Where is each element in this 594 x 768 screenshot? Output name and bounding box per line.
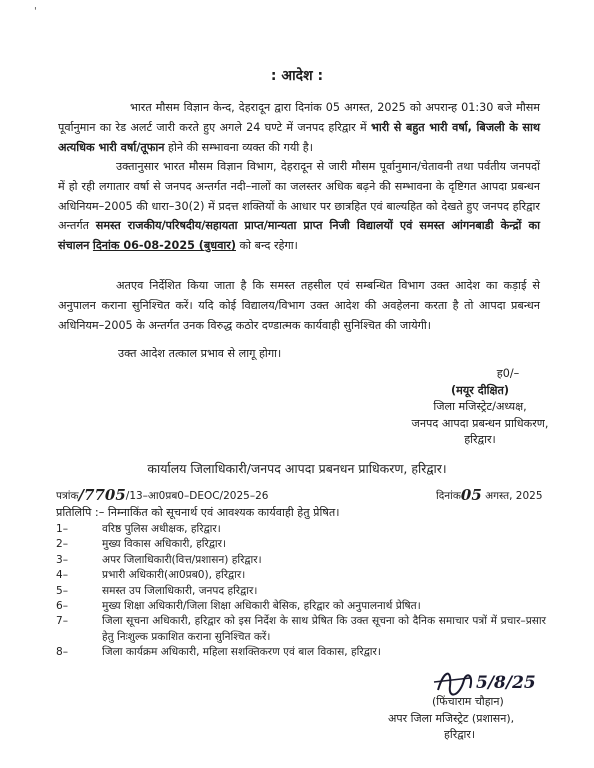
list-item-text: प्रभारी अधिकारी(आ0प्रब0), हरिद्वार। (102, 569, 246, 582)
paragraph-3 (58, 276, 540, 335)
p2-bold-text: समस्त राजकीय/परिषदीय/सहायता प्राप्त/मान्यता प्राप्त निजी विद्यालयों एवं समस्त आंगनबाडी केन्द्रों का संचालन (58, 219, 540, 253)
list-item (56, 522, 546, 537)
copy-to-line: प्रतिलिपि :– निम्नाकिंत को सूचनार्थ एवं आवश्यक कार्यवाही हेतु प्रेषित। (56, 506, 340, 519)
signatory-name: (मयूर दीक्षित) (450, 383, 509, 397)
list-item (56, 599, 546, 614)
list-item-number: 3– (56, 553, 69, 566)
list-item-number: 2– (56, 538, 69, 551)
paragraph-4: उक्त आदेश तत्काल प्रभाव से लागू होगा। (118, 347, 282, 360)
p2-date-text: दिनांक 06-08-2025 (बुधवार) (92, 239, 236, 253)
list-item-number: 8– (56, 646, 69, 659)
list-item (56, 584, 546, 599)
list-item-text: जिला सूचना अधिकारी, हरिद्वार को इस निर्देश के साथ प्रेषित कि उक्त सूचना को दैनिक समाचार पत्रों में प्रचार–प्रसार हेतु निःशुल्क प्रकाशित कराना सुनिश्चित करें। (102, 615, 546, 643)
signature-block-dm (382, 366, 578, 449)
list-item-text: जिला कार्यक्रम अधिकारी, महिला सशक्तिकरण एवं बाल विकास, हरिद्वार। (102, 646, 381, 659)
list-item (56, 568, 546, 583)
paragraph-2 (58, 157, 540, 256)
list-item (56, 553, 546, 568)
p2-text: उक्तानुसार भारत मौसम विज्ञान विभाग, देहरादून से जारी मौसम पूर्वानुमान/चेतावनी तथा पर्वतीय जनपदों में हो रही लगातार वर्षा से जनपद अन्तर्गत नदी–नालों का जलस्तर अधिक बढ़ने की सम्भावना के दृष्टिगत आपदा प्रबन्धन अधिनियम–2005 की धारा–30(2) में प्रदत्त शक्तियों के आधार पर छात्रहित एवं बाल्यहित को देखते हुए जनपद हरिद्वार अन्तर्गत (58, 160, 540, 233)
signatory-place: हरिद्वार। (464, 433, 496, 446)
reference-number (56, 486, 268, 504)
date-handwritten: 05 (460, 486, 482, 504)
list-item-text: वरिष्ठ पुलिस अधीक्षक, हरिद्वार। (102, 523, 221, 535)
p1-text: भारत मौसम विज्ञान केन्द, देहरादून द्वारा दिनांक 05 अगस्त, 2025 को अपरान्ह 01:30 बजे मौसम पूर्वानुमान का रेड अलर्ट जारी करते हुए अगले 24 घण्टे में जनपद हरिद्वार में (58, 101, 540, 134)
adm-place: हरिद्वार। (444, 728, 476, 741)
p2-end-text: को बन्द रहेगा। (236, 239, 298, 253)
signed-mark: ह0/– (496, 367, 520, 380)
patrank-handwritten: /7705 (78, 486, 126, 504)
signature-block-adm (388, 694, 588, 744)
date-rest: अगस्त, 2025 (481, 490, 543, 502)
date-label: दिनांक (436, 490, 461, 502)
adm-name: (फिंचाराम चौहान) (432, 695, 504, 708)
list-item-number: 7– (56, 615, 69, 628)
list-item (56, 537, 546, 552)
list-item-text: अपर जिलाधिकारी(वित्त/प्रशासन) हरिद्वार। (102, 553, 262, 566)
p1-bold-text: भारी से बहुत भारी वर्षा, बिजली के साथ अत्यधिक भारी वर्षा/तूफान (58, 120, 541, 154)
list-item (56, 614, 546, 645)
order-heading: : आदेश : (270, 68, 324, 84)
list-item-number: 4– (56, 569, 69, 582)
list-item (56, 645, 546, 660)
recipient-list (56, 522, 546, 661)
signatory-designation-1: जिला मजिस्ट्रेट/अध्यक्ष, (433, 400, 527, 413)
paragraph-1 (58, 98, 540, 157)
list-item-text: मुख्य शिक्षा अधिकारी/जिला शिक्षा अधिकारी बेसिक, हरिद्वार को अनुपालनार्थ प्रेषित। (102, 600, 421, 613)
adm-designation: अपर जिला मजिस्ट्रेट (प्रशासन), (388, 711, 515, 725)
signatory-designation-2: जनपद आपदा प्रबन्धन प्राधिकरण, (411, 416, 549, 430)
p1-end-text: होने की सम्भावना व्यक्त की गयी है। (164, 140, 313, 154)
list-item-text: समस्त उप जिलाधिकारी, जनपद हरिद्वार। (102, 584, 258, 597)
patrank-rest: /13–आ0प्रब0–DEOC/2025–26 (125, 490, 269, 502)
patrank-label: पत्रांक (56, 490, 79, 502)
corner-mark: ' (34, 6, 37, 17)
office-title: कार्यालय जिलाधिकारी/जनपद आपदा प्रबनधन प्राधिकरण, हरिद्वार। (147, 461, 447, 476)
list-item-number: 1– (56, 523, 69, 535)
p3-text: अतएव निर्देशित किया जाता है कि समस्त तहसील एवं सम्बन्धित विभाग उक्त आदेश का कड़ाई से अनुपालन कराना सुनिश्चित करें। यदि कोई विद्यालय/विभाग उक्त आदेश की अवहेलना करता है तो आपदा प्रबन्धन अधिनियम–2005 के अन्तर्गत उनक विरुद्ध कठोर दण्डात्मक कार्यवाही सुनिश्चित की जायेगी। (58, 279, 540, 332)
list-item-number: 6– (56, 600, 69, 613)
list-item-text: मुख्य विकास अधिकारी, हरिद्वार। (102, 538, 227, 551)
signature-date: 5/8/25 (476, 673, 536, 693)
list-item-number: 5– (56, 584, 69, 597)
reference-date (436, 486, 543, 504)
